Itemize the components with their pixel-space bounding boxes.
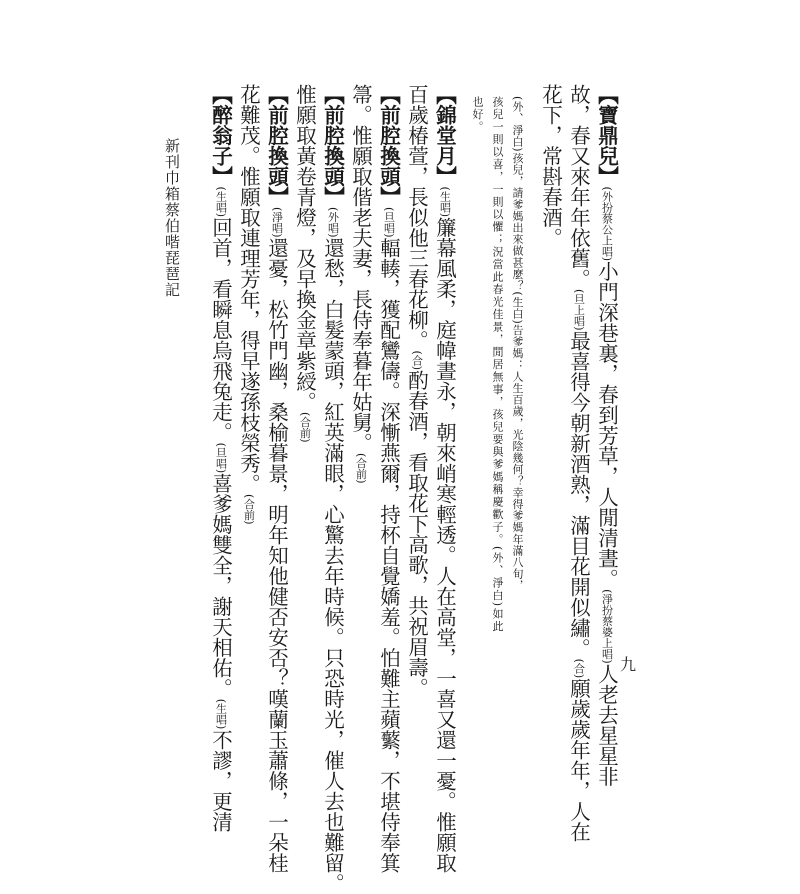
- stage-direction: (淨扮蔡婆上唱): [600, 589, 614, 664]
- text-segment: 最喜得今朝新酒熟，滿目花開似繡。: [566, 330, 591, 659]
- text-segment: 花下，常斟春酒。: [538, 84, 563, 248]
- stage-direction: (外唱): [326, 207, 340, 238]
- annotation-column: [472, 96, 483, 736]
- text-segment: 箒。惟願取偕老夫妻，長侍奉暮年姑舅。: [348, 84, 373, 453]
- stage-direction: (外扮蔡公上唱): [600, 186, 614, 262]
- text-segment: 不謬，更清: [208, 729, 233, 832]
- verse-column: [432, 84, 457, 874]
- text-segment: 花難茂。惟願取連理芳年，得早遂孫枝榮秀。: [236, 84, 261, 494]
- text-segment: 願歲歲年年，人在: [566, 678, 591, 843]
- text-segment: 故，春又來年年依舊。: [566, 84, 591, 289]
- stage-direction: (合前): [242, 494, 256, 525]
- tune-title: 【錦堂月】: [432, 84, 457, 187]
- stage-direction: (合): [572, 658, 586, 679]
- text-segment: 還憂，松竹門幽，桑榆暮景，明年知他健否安否？嘆蘭玉蕭條，一朵桂: [264, 237, 289, 874]
- verse-column: [350, 84, 371, 724]
- running-head: 新刊巾箱蔡伯喈琵琶記: [163, 138, 181, 298]
- tune-title: 【前腔換頭】: [376, 84, 401, 207]
- stage-direction: (合前): [298, 412, 312, 443]
- verse-column: [406, 84, 427, 724]
- verse-column: [294, 84, 315, 724]
- verse-column: [594, 84, 619, 787]
- annotation-column: [492, 96, 503, 736]
- text-segment: 人老去星星非: [594, 663, 619, 787]
- text-segment: 百歲椿萱，長似他三春花柳。: [404, 84, 429, 351]
- tune-title: 【醉翁子】: [208, 84, 233, 187]
- verse-column: [320, 84, 345, 894]
- text-segment: 喜爹媽雙全，謝天相佑。: [208, 473, 233, 699]
- stage-direction: (生唱): [214, 698, 228, 730]
- text-segment: 小門深巷裏，春到芳草，人閒清晝。: [594, 261, 619, 590]
- verse-column: [238, 84, 259, 724]
- text-segment: 孩兒一則以喜，一則以懼；況當此春光佳景，閒居無事，孩兒要與爹媽稱慶歡子。(外、淨白)如此: [491, 96, 504, 633]
- page-number: 九: [620, 655, 637, 674]
- text-segment: 還愁，白髮蒙頭，紅英滿眼，心驚去年時候。只恐時光，催人去也難留。: [320, 237, 345, 894]
- stage-direction: (旦上唱): [572, 289, 586, 331]
- stage-direction: (合): [410, 350, 424, 371]
- stage-direction: (生唱): [438, 186, 452, 218]
- verse-column: [208, 84, 233, 832]
- verse-column: [376, 84, 401, 874]
- stage-direction: (淨唱): [270, 207, 284, 238]
- verse-column: [540, 84, 561, 724]
- text-segment: 輻輳，獲配鸞儔。深慚燕爾，持杯自覺嬌羞。怕難主蘋蘩，不堪侍奉箕: [376, 237, 401, 874]
- stage-direction: (合前): [354, 453, 368, 484]
- verse-column: [264, 84, 289, 874]
- stage-direction: (旦唱): [382, 207, 396, 238]
- text-segment: 也好。: [471, 96, 484, 134]
- text-segment: 簾幕風柔，庭幃晝永，朝來峭寒輕透。人在高堂，一喜又還一憂。惟願取: [432, 217, 457, 874]
- text-segment: 惟願取黃卷青燈，及早換金章紫綬。: [292, 84, 317, 412]
- tune-title: 【寶鼎兒】: [594, 84, 619, 187]
- text-segment: 回首，看瞬息烏飛兔走。: [208, 217, 233, 443]
- text-segment: (外、淨白)孩兒，請爹媽出來做甚麼？(生白)告爹媽：人生百歲，光陰幾何？幸得爹媽年滿八旬，: [511, 96, 524, 592]
- text-segment: 酌春酒，看取花下高歌，共祝眉壽。: [404, 370, 429, 699]
- stage-direction: (旦唱): [214, 442, 228, 474]
- stage-direction: (生唱): [214, 186, 228, 218]
- annotation-column: [512, 96, 523, 736]
- verse-column: [566, 84, 591, 843]
- tune-title: 【前腔換頭】: [264, 84, 289, 207]
- tune-title: 【前腔換頭】: [320, 84, 345, 207]
